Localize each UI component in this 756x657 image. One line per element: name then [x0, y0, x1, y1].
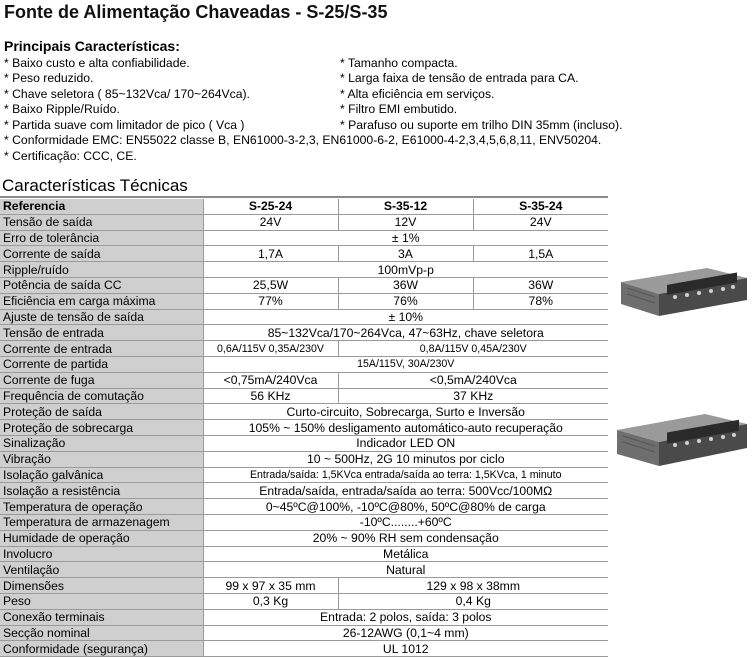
- spec-value: Curto-circuito, Sobrecarga, Surto e Inversão: [203, 404, 608, 420]
- table-row: [0, 372, 608, 388]
- spec-value: 36W: [473, 277, 608, 293]
- spec-value: Metálica: [203, 546, 608, 562]
- features-right-list: [340, 56, 622, 133]
- table-row: [0, 420, 608, 436]
- spec-label: Ajuste de tensão de saída: [0, 309, 203, 325]
- spec-value: Entrada/saída, entrada/saída ao terra: 500Vcc/100MΩ: [203, 483, 608, 499]
- spec-label: Ripple/ruído: [0, 262, 203, 278]
- spec-value: <0,5mA/240Vca: [338, 372, 608, 388]
- spec-value: 26-12AWG (0,1~4 mm): [203, 625, 608, 641]
- power-supply-image: [613, 408, 751, 470]
- spec-label: Vibração: [0, 451, 203, 467]
- table-row: [0, 609, 608, 625]
- spec-label: Ventilação: [0, 562, 203, 578]
- spec-value: <0,75mA/240Vca: [203, 372, 338, 388]
- spec-label: Peso: [0, 593, 203, 609]
- spec-value: 24V: [203, 214, 338, 230]
- table-row: [0, 356, 608, 372]
- spec-value: 24V: [473, 214, 608, 230]
- spec-label: Conexão terminais: [0, 609, 203, 625]
- feature-certification: * Certificação: CCC, CE.: [4, 149, 137, 163]
- spec-value: 3A: [338, 246, 473, 262]
- specs-heading: Características Técnicas: [2, 176, 188, 195]
- table-row: [0, 562, 608, 578]
- spec-value: 99 x 97 x 35 mm: [203, 578, 338, 594]
- spec-value: 0~45ºC@100%, -10ºC@80%, 50ºC@80% de carga: [203, 499, 608, 515]
- table-row: [0, 514, 608, 530]
- spec-label: Corrente de saída: [0, 246, 203, 262]
- feature-item: * Baixo custo e alta confiabilidade.: [4, 56, 190, 70]
- column-header: S-35-24: [473, 199, 608, 214]
- feature-item: * Baixo Ripple/Ruído.: [4, 102, 120, 117]
- table-row: [0, 593, 608, 609]
- spec-value: 105% ~ 150% desligamento automático-auto recuperação: [203, 420, 608, 436]
- table-row: [0, 325, 608, 341]
- spec-value: 78%: [473, 293, 608, 309]
- spec-value: 1,5A: [473, 246, 608, 262]
- feature-conformity: * Conformidade EMC: EN55022 classe B, EN61000-3-2,3, EN61000-6-2, E61000-4-2,3,4,5,6,8,11, ENV50204.: [4, 133, 602, 147]
- table-row: [0, 246, 608, 262]
- spec-value: Natural: [203, 562, 608, 578]
- spec-label: Sinalização: [0, 435, 203, 451]
- spec-value: 77%: [203, 293, 338, 309]
- features-heading: Principais Características:: [4, 38, 180, 54]
- spec-label: Frequência de comutação: [0, 388, 203, 404]
- feature-item: * Alta eficiência em serviços.: [340, 86, 495, 101]
- spec-value: 37 KHz: [338, 388, 608, 404]
- spec-value: 15A/115V, 30A/230V: [203, 356, 608, 372]
- table-row: [0, 262, 608, 278]
- spec-label: Potência de saída CC: [0, 277, 203, 293]
- table-row: [0, 546, 608, 562]
- spec-value: Entrada: 2 polos, saída: 3 polos: [203, 609, 608, 625]
- spec-label: Isolação galvânica: [0, 467, 203, 483]
- table-row: [0, 404, 608, 420]
- table-row: [0, 293, 608, 309]
- spec-value: UL 1012: [203, 641, 608, 657]
- feature-item: * Parafuso ou suporte em trilho DIN 35mm (incluso).: [340, 117, 623, 132]
- feature-item: * Larga faixa de tensão de entrada para CA.: [340, 71, 579, 86]
- spec-value: -10ºC........+60ºC: [203, 514, 608, 530]
- spec-value: Indicador LED ON: [203, 435, 608, 451]
- spec-value: Entrada/saída: 1,5KVca entrada/saída ao terra: 1,5KVca, 1 minuto: [203, 467, 608, 483]
- specs-divider: [0, 196, 608, 198]
- features-left-list: [4, 56, 250, 133]
- table-row: [0, 483, 608, 499]
- spec-label: Proteção de sobrecarga: [0, 420, 203, 436]
- page-title: Fonte de Alimentação Chaveadas - S-25/S-35: [4, 2, 388, 22]
- feature-item: * Chave seletora ( 85~132Vca/ 170~264Vca).: [4, 86, 250, 101]
- spec-label: Humidade de operação: [0, 530, 203, 546]
- spec-label: Temperatura de armazenagem: [0, 514, 203, 530]
- table-header-row: [0, 199, 608, 214]
- table-row: [0, 641, 608, 657]
- spec-label: Eficiência em carga máxima: [0, 293, 203, 309]
- specs-table: [0, 199, 608, 657]
- spec-label: Corrente de entrada: [0, 341, 203, 357]
- spec-label: Tensão de entrada: [0, 325, 203, 341]
- spec-value: 10 ~ 500Hz, 2G 10 minutos por ciclo: [203, 451, 608, 467]
- column-header: S-35-12: [338, 199, 473, 214]
- spec-value: 76%: [338, 293, 473, 309]
- spec-value: 25,5W: [203, 277, 338, 293]
- spec-label: Corrente de partida: [0, 356, 203, 372]
- spec-label: Isolação a resistência: [0, 483, 203, 499]
- spec-value: 85~132Vca/170~264Vca, 47~63Hz, chave seletora: [203, 325, 608, 341]
- spec-value: 1,7A: [203, 246, 338, 262]
- spec-value: 100mVp-p: [203, 262, 608, 278]
- table-row: [0, 530, 608, 546]
- spec-value: 0,6A/115V 0,35A/230V: [203, 341, 338, 357]
- feature-item: * Filtro EMI embutido.: [340, 102, 458, 117]
- spec-label: Dimensões: [0, 578, 203, 594]
- column-header: S-25-24: [203, 199, 338, 214]
- spec-label: Proteção de saída: [0, 404, 203, 420]
- feature-item: * Tamanho compacta.: [340, 56, 458, 70]
- spec-value: 0,4 Kg: [338, 593, 608, 609]
- spec-label: Secção nominal: [0, 625, 203, 641]
- power-supply-image: [615, 264, 751, 320]
- spec-value: 12V: [338, 214, 473, 230]
- table-row: [0, 625, 608, 641]
- table-row: [0, 435, 608, 451]
- table-row: [0, 230, 608, 246]
- table-row: [0, 309, 608, 325]
- spec-value: 56 KHz: [203, 388, 338, 404]
- feature-item: * Partida suave com limitador de pico ( Vca ): [4, 117, 245, 132]
- table-row: [0, 578, 608, 594]
- spec-label: Tensão de saída: [0, 214, 203, 230]
- column-header: Referencia: [0, 199, 203, 214]
- spec-value: 20% ~ 90% RH sem condensação: [203, 530, 608, 546]
- spec-value: 0,8A/115V 0,45A/230V: [338, 341, 608, 357]
- spec-label: Erro de tolerância: [0, 230, 203, 246]
- table-row: [0, 388, 608, 404]
- table-row: [0, 214, 608, 230]
- spec-label: Conformidade (segurança): [0, 641, 203, 657]
- feature-item: * Peso reduzido.: [4, 71, 94, 86]
- spec-value: ± 1%: [203, 230, 608, 246]
- spec-value: ± 10%: [203, 309, 608, 325]
- spec-label: Temperatura de operação: [0, 499, 203, 515]
- table-row: [0, 341, 608, 357]
- spec-value: 129 x 98 x 38mm: [338, 578, 608, 594]
- spec-value: 0,3 Kg: [203, 593, 338, 609]
- spec-label: Corrente de fuga: [0, 372, 203, 388]
- spec-value: 36W: [338, 277, 473, 293]
- spec-label: Involucro: [0, 546, 203, 562]
- table-row: [0, 499, 608, 515]
- table-row: [0, 451, 608, 467]
- table-row: [0, 277, 608, 293]
- table-row: [0, 467, 608, 483]
